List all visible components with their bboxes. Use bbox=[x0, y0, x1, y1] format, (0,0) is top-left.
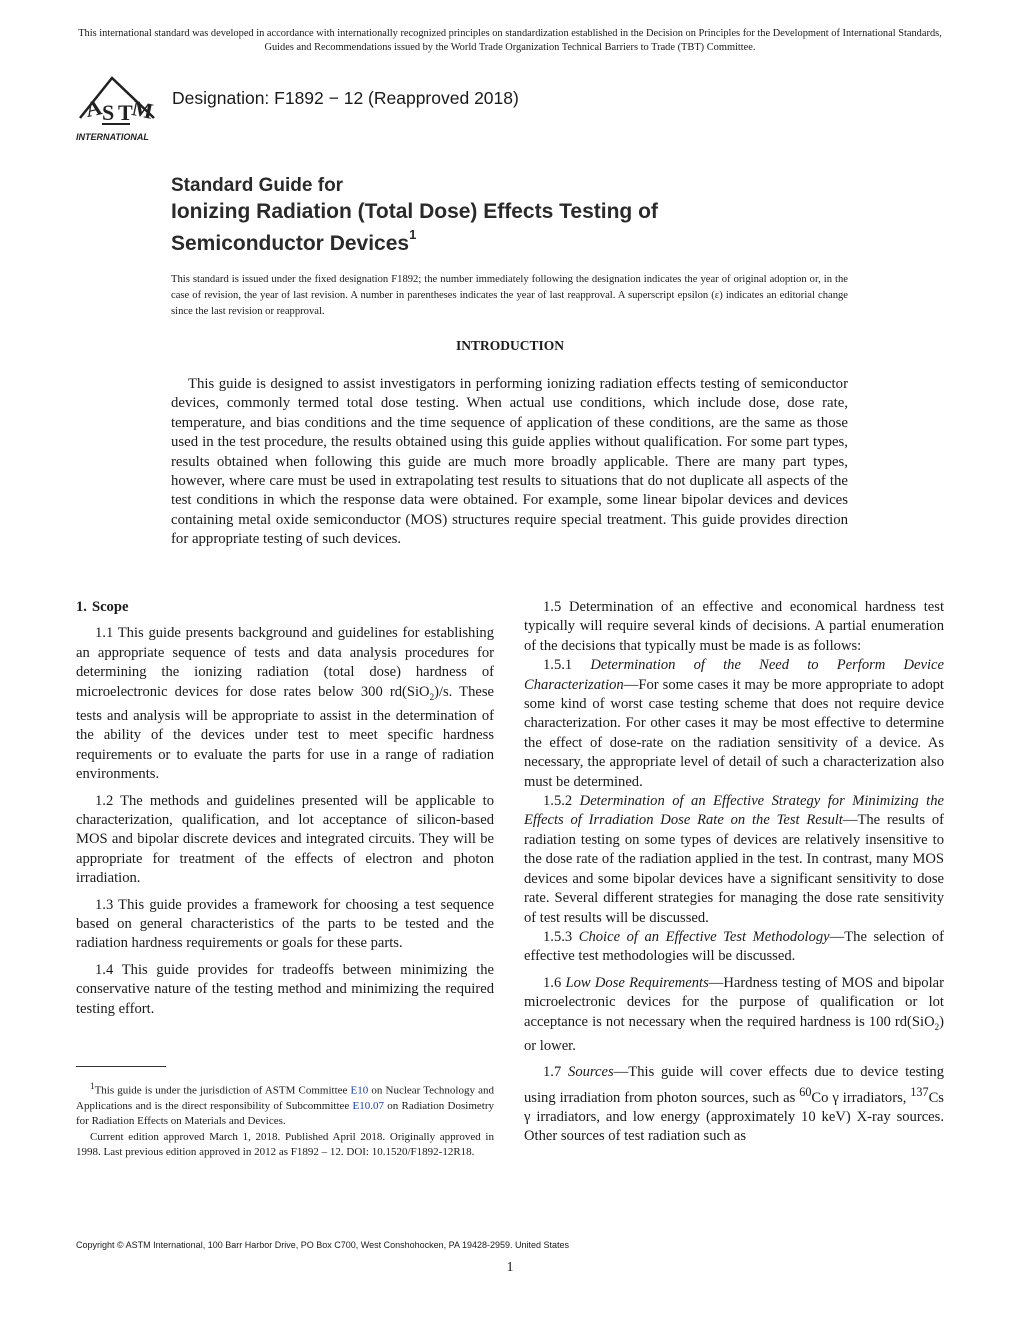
svg-text:S: S bbox=[102, 100, 115, 125]
section-1-1 bbox=[76, 624, 494, 784]
section-1-7-text-a: —This guide will cover effects due to device testing using irradiation from photon sources, such as bbox=[524, 1064, 944, 1106]
logo-subtitle: INTERNATIONAL bbox=[76, 132, 149, 142]
footnote-text-b: on Nuclear Technology and Applications and is the direct responsibility of Subcommittee bbox=[76, 1084, 494, 1113]
section-1-5-3-number: 1.5.3 bbox=[543, 928, 573, 945]
section-1-7-sup-1: 60 bbox=[799, 1084, 812, 1099]
copyright: Copyright © ASTM International, 100 Barr Harbor Drive, PO Box C700, West Conshohocken, PA 19428-2959. United States bbox=[76, 1240, 570, 1250]
footnote-text-a: This guide is under the jurisdiction of ASTM Committee bbox=[94, 1084, 351, 1097]
section-1-5-1-number: 1.5.1 bbox=[543, 657, 573, 674]
section-1-5-1-title: Determination of the Need to Perform Device Characterization bbox=[524, 657, 945, 693]
title-line-1: Standard Guide for bbox=[171, 175, 344, 196]
section-1-6-number: 1.6 bbox=[543, 974, 562, 991]
footnote-divider bbox=[76, 1066, 166, 1067]
astm-logo bbox=[72, 74, 162, 146]
section-1-2: 1.2 The methods and guidelines presented will be applicable to characterization, qualification, and lot acceptance of silicon-based MOS and bipolar discrete devices and integrated circuits. They will be appropriate for treatment of the effects of electron and photon irradiation. bbox=[76, 792, 494, 887]
title-footnote-ref[interactable]: 1 bbox=[409, 227, 417, 242]
section-1-3: 1.3 This guide provides a framework for choosing a test sequence based on general characteristics of the parts to be tested and the radiation hardness requirements or goals for these parts. bbox=[76, 896, 494, 952]
footnote-1 bbox=[76, 1079, 494, 1130]
section-1-5-1 bbox=[524, 656, 944, 792]
issued-note: This standard is issued under the fixed designation F1892; the number immediately following the designation indicates the year of original adoption or, in the case of revision, the year of last revision. A number in parentheses indicates the year of last reapproval. A superscript epsilon (ε) indicates an editorial change since the last revision or reapproval. bbox=[171, 274, 848, 317]
title-line-3 bbox=[171, 225, 871, 257]
section-1-5-2 bbox=[524, 792, 944, 928]
section-1-5-3 bbox=[524, 928, 944, 967]
scope-heading bbox=[76, 598, 494, 617]
scope-title: Scope bbox=[91, 599, 129, 615]
svg-text:M: M bbox=[129, 95, 156, 124]
section-1-6-text-a: —Hardness testing of MOS and bipolar microelectronic devices for the purpose of qualification or lot acceptance is not necessary when the required hardness is 100 rd(SiO bbox=[524, 974, 944, 1030]
section-1-6 bbox=[524, 974, 944, 1057]
left-column bbox=[76, 598, 494, 1026]
subcommittee-link[interactable]: E10.07 bbox=[352, 1100, 385, 1113]
section-1-5-2-title: Determination of an Effective Strategy for Minimizing the Effects of Irradiation Dose Rate on the Test Result bbox=[524, 793, 944, 829]
section-1-5-2-text: —The results of radiation testing on some types of devices are relatively insensitive to the dose rate of the radiation applied in the test. In contrast, many MOS devices and some bipolar devices have a significant sensitivity to dose rate. Several different strategies for managing the dose rate sensitivity of test results will be discussed. bbox=[524, 812, 944, 926]
page-number: 1 bbox=[506, 1260, 514, 1275]
section-1-5: 1.5 Determination of an effective and economical hardness test typically will require several kinds of decisions. A partial enumeration of the decisions that typically must be made is as follows: bbox=[524, 599, 944, 654]
document-title bbox=[171, 173, 871, 257]
section-1-1-sub: 2 bbox=[429, 691, 435, 702]
footnote-ref: 1 bbox=[90, 1081, 95, 1091]
section-1-6-text-b: ) or lower. bbox=[524, 1013, 944, 1054]
section-1-7 bbox=[524, 1063, 944, 1146]
astm-logo-icon bbox=[72, 74, 162, 146]
section-1-5-3-title: Choice of an Effective Test Methodology bbox=[578, 928, 830, 945]
section-1-1-text-b: )/s. These tests and analysis will be appropriate to assist in the determination of the ability of the devices under test to meet specific hardness requirements or to evaluate the parts for use in a range of radiation environments. bbox=[76, 683, 494, 783]
committee-link[interactable]: E10 bbox=[350, 1084, 369, 1097]
right-column bbox=[524, 598, 944, 1154]
scope-number: 1. bbox=[76, 599, 87, 615]
svg-text:T: T bbox=[118, 100, 133, 125]
section-1-7-text-b: Co γ irradiators, bbox=[811, 1089, 911, 1106]
section-1-5-1-text: —For some cases it may be more appropriate to adopt some kind of worst case testing scheme that does not require device characterization. For other cases it may be most effective to determine the effect of dose-rate on the radiation sensitivity of a device. As necessary, the appropriate level of detail of such a characterization also must be determined. bbox=[524, 676, 944, 790]
introduction-text: This guide is designed to assist investigators in performing ionizing radiation effects testing of semiconductor devices, commonly termed total dose testing. When actual use conditions, which include dose, dose rate, temperature, and bias conditions and the time sequence of application of these conditions, are the same as those used in the test procedure, the results obtained using this guide applies without qualification. For some part types, results obtained when following this guide are much more broadly applicable. There are many part types, however, where care must be used in extrapolating test results to situations that do not duplicate all aspects of the test conditions in which the response data were obtained. For example, some linear bipolar devices and devices containing metal oxide semiconductor (MOS) structures require special treatment. This guide provides direction for appropriate testing of such devices. bbox=[171, 376, 848, 548]
section-1-7-title: Sources bbox=[568, 1064, 614, 1081]
footnote bbox=[76, 1079, 494, 1161]
designation: Designation: F1892 − 12 (Reapproved 2018) bbox=[172, 88, 519, 108]
footnote-edition: Current edition approved March 1, 2018. Published April 2018. Originally approved in 1998. Last previous edition approved in 2012 as F1892 – 12. DOI: 10.1520/F1892-12R18. bbox=[76, 1130, 494, 1159]
section-1-6-title: Low Dose Requirements bbox=[565, 974, 709, 991]
introduction-heading: INTRODUCTION bbox=[455, 338, 564, 353]
section-1-5-2-number: 1.5.2 bbox=[543, 793, 573, 810]
title-line-2: Ionizing Radiation (Total Dose) Effects Testing of bbox=[171, 200, 658, 223]
section-1-7-number: 1.7 bbox=[543, 1064, 562, 1081]
wto-notice: This international standard was developed in accordance with internationally recognized principles on standardization established in the Decision on Principles for the Development of International Standards, Guides and Recommendations issued by the World Trade Organization Technical Barriers to Trade (TBT) Committee. bbox=[78, 28, 942, 53]
svg-text:A: A bbox=[83, 94, 104, 123]
section-1-7-sup-2: 137 bbox=[910, 1084, 929, 1099]
section-1-1-text-a: 1.1 This guide presents background and guidelines for establishing an appropriate sequence of tests and data analysis procedures for determining the ionizing radiation (total dose) hardness of microelectronic devices for dose rates below 300 rd(SiO bbox=[76, 625, 494, 700]
section-1-7-text-c: Cs γ irradiators, and low energy (approximately 10 keV) X-ray sources. Other sources of test radiation such as bbox=[524, 1089, 944, 1145]
title-line-3-text: Semiconductor Devices bbox=[171, 232, 410, 255]
section-1-6-sub: 2 bbox=[934, 1021, 940, 1032]
footnote-text-c: on Radiation Dosimetry for Radiation Effects on Materials and Devices. bbox=[76, 1100, 494, 1128]
section-1-4: 1.4 This guide provides for tradeoffs between minimizing the conservative nature of the testing method and minimizing the required testing effort. bbox=[76, 961, 494, 1017]
section-1-5-3-text: —The selection of effective test methodologies will be discussed. bbox=[524, 928, 944, 965]
